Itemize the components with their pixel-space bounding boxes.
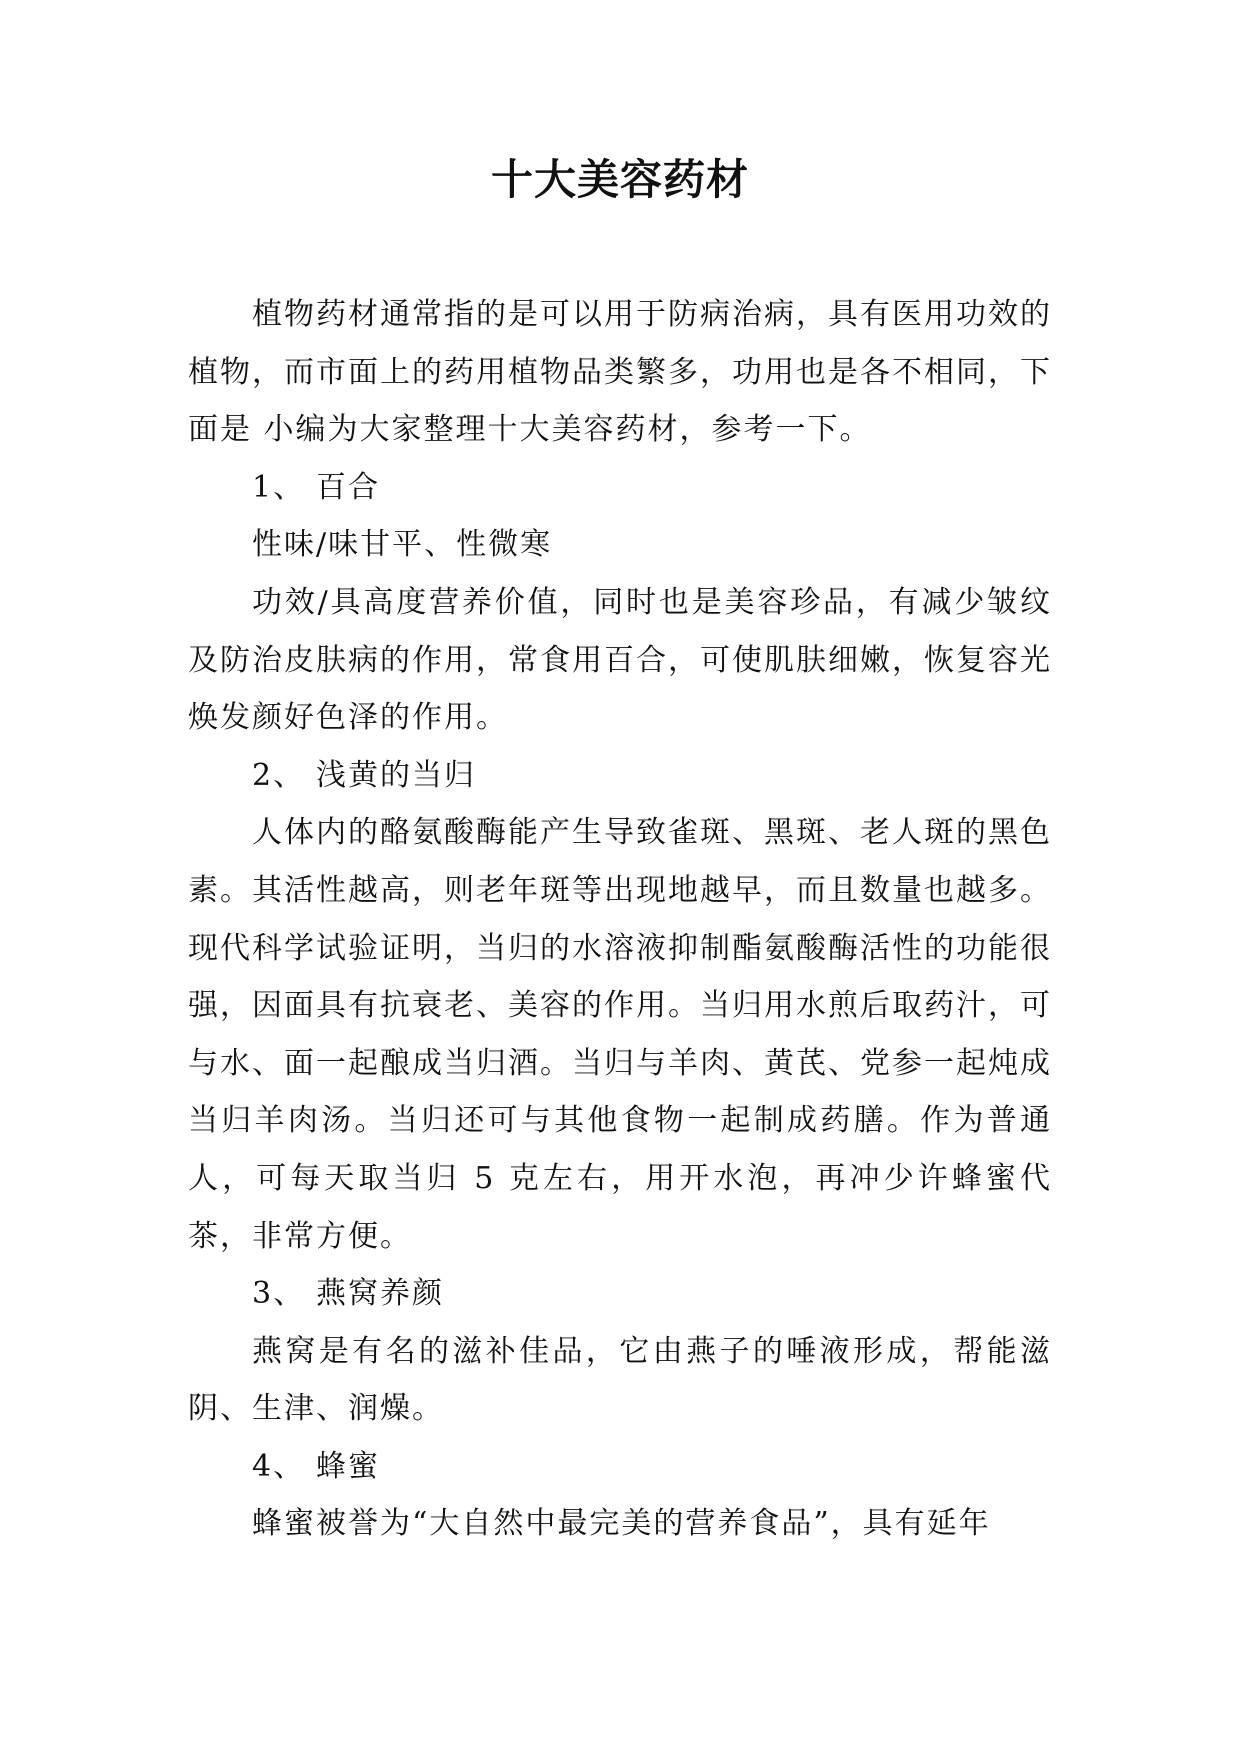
section-heading-2 bbox=[188, 747, 1052, 805]
section-heading-1 bbox=[188, 459, 1052, 517]
body-paragraph: 人体内的酪氨酸酶能产生导致雀斑、黑斑、老人斑的黑色素。其活性越高，则老年斑等出现地越早，而且数量也越多。现代科学试验证明，当归的水溶液抑制酯氨酸酶活性的功能很强，因面具有抗衰老、美容的作用。当归用水煎后取药汁，可与水、面一起酿成当归酒。当归与羊肉、黄芪、党参一起炖成当归羊肉汤。当归还可与其他食物一起制成药膳。作为普通人，可每天取当归 5 克左右，用开水泡，再冲少许蜂蜜代茶，非常方便。 bbox=[188, 815, 1052, 1254]
body-paragraph: 功效/具高度营养价值，同时也是美容珍品，有减少皱纹及防治皮肤病的作用，常食用百合，可使肌肤细嫩，恢复容光焕发颜好色泽的作用。 bbox=[188, 584, 1052, 736]
section-title: 浅黄的当归 bbox=[316, 757, 476, 793]
section-title: 蜂蜜 bbox=[316, 1448, 380, 1484]
section-number: 2、 bbox=[252, 757, 306, 793]
document-title: 十大美容药材 bbox=[490, 155, 749, 204]
section-title: 燕窝养颜 bbox=[316, 1276, 444, 1312]
body-paragraph: 性味/味甘平、性微寒 bbox=[252, 527, 553, 563]
section-heading-3 bbox=[188, 1265, 1052, 1323]
section-heading-4 bbox=[188, 1438, 1052, 1496]
section-number: 4、 bbox=[252, 1448, 306, 1484]
document-body bbox=[188, 286, 1052, 1553]
section-number: 3、 bbox=[252, 1276, 306, 1312]
body-paragraph: 燕窝是有名的滋补佳品，它由燕子的唾液形成，帮能滋阴、生津、润燥。 bbox=[188, 1333, 1052, 1427]
body-paragraph: 蜂蜜被誉为“大自然中最完美的营养食品”，具有延年 bbox=[252, 1506, 991, 1542]
intro-paragraph: 植物药材通常指的是可以用于防病治病，具有医用功效的植物，而市面上的药用植物品类繁多，功用也是各不相同，下面是 小编为大家整理十大美容药材，参考一下。 bbox=[188, 297, 1052, 448]
section-title: 百合 bbox=[316, 469, 380, 505]
section-number: 1、 bbox=[252, 469, 306, 505]
